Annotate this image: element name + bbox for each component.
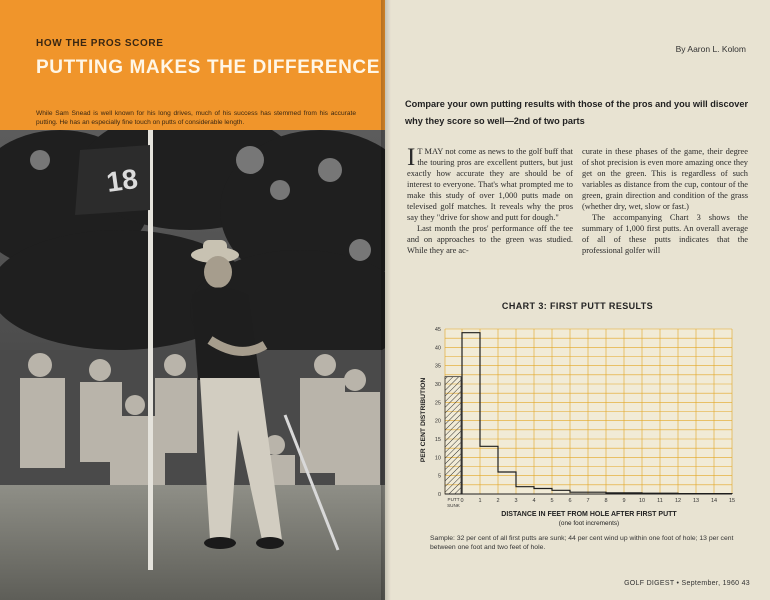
page-gutter — [381, 0, 391, 600]
photo-caption: While Sam Snead is well known for his long drives, much of his success has stemmed from his accurate putting. He has an especially fine touch on putts of considerable length. — [36, 110, 356, 126]
x-tick-label: 6 — [568, 498, 572, 504]
article-subhead: Compare your own putting results with those of the pros and you will discover why they score so well—2nd of two parts — [405, 99, 749, 126]
x-tick-label: 7 — [586, 498, 590, 504]
chart-sample-note: Sample: 32 per cent of all first putts are sunk; 44 per cent wind up within one foot of hole; 13 per cent between one foot and two feet of hole. — [430, 535, 734, 551]
x-tick-label: 12 — [674, 498, 682, 504]
x-tick-label: 4 — [532, 498, 536, 504]
paragraph: Last month the pros' performance off the tee and on approaches to the green was studied. While they are ac- — [407, 223, 573, 255]
y-axis-label: PER CENT DISTRIBUTION — [420, 377, 427, 463]
chart-title: CHART 3: FIRST PUTT RESULTS — [501, 301, 654, 311]
article-headline: PUTTING MAKES THE DIFFERENCE — [36, 57, 381, 78]
section-kicker: HOW THE PROS SCORE — [36, 38, 164, 49]
y-tick-label: 10 — [434, 455, 441, 462]
y-tick-labels — [435, 327, 441, 498]
y-tick-label: 15 — [434, 437, 441, 443]
x-tick-label: 3 — [514, 498, 518, 504]
sunk-label: PUTT — [447, 497, 460, 502]
sunk-label: SUNK — [447, 503, 460, 508]
byline: By Aaron L. Kolom — [675, 44, 746, 54]
flag-number: 18 — [104, 162, 140, 198]
x-axis-label: DISTANCE IN FEET FROM HOLE AFTER FIRST PUTT — [501, 511, 677, 518]
y-tick-label: 40 — [434, 345, 441, 352]
bar-putt-sunk — [445, 377, 461, 494]
y-tick-label: 35 — [434, 363, 441, 370]
paragraph: curate in these phases of the game, their degree of shot precision is even more amazing once they get on the green. This is regardless of such variables as distance from the cup, contour of the green, grain direction and condition of the grass (whether dry, wet, slow or fast.) — [582, 147, 748, 211]
right-page — [385, 0, 770, 600]
paragraph: The accompanying Chart 3 shows the summary of 1,000 first putts. An overall average of all of these putts indicates that the professional golfer will — [582, 212, 748, 255]
x-tick-label: 5 — [550, 498, 554, 504]
paragraph: I T MAY not come as news to the golf buff that the touring pros are excellent putters, but just exactly how accurate they are should be of interest to everyone. That's what prompted me to make this study of over 1,000 putts made on televised golf matches. It reveals why the pros say they "drive for show and putt for dough." — [407, 144, 573, 222]
page-footer: GOLF DIGEST • September, 1960 43 — [624, 580, 750, 587]
y-tick-label: 20 — [434, 418, 441, 425]
y-tick-label: 45 — [434, 327, 441, 333]
x-tick-label: 9 — [622, 498, 626, 504]
first-putt-chart — [385, 320, 770, 530]
x-tick-label: 10 — [638, 498, 646, 504]
drop-cap: I — [407, 144, 416, 171]
chart-grid — [445, 329, 732, 494]
x-tick-labels — [447, 497, 735, 508]
x-tick-label: 1 — [478, 498, 482, 504]
golfer-photo — [0, 130, 385, 600]
y-tick-label: 30 — [434, 382, 441, 388]
x-tick-label: 15 — [728, 498, 736, 504]
y-tick-label: 5 — [437, 473, 441, 480]
x-tick-label: 13 — [692, 498, 700, 504]
y-tick-label: 0 — [437, 492, 441, 498]
x-tick-label: 8 — [604, 498, 608, 504]
x-axis-sublabel: (one foot increments) — [558, 520, 620, 527]
y-tick-label: 25 — [434, 400, 441, 407]
body-column-left — [407, 144, 573, 257]
x-tick-label: 2 — [496, 498, 500, 504]
x-tick-label: 11 — [657, 498, 663, 504]
x-tick-label: 14 — [710, 498, 718, 504]
body-column-right — [582, 147, 748, 257]
x-tick-label: 0 — [460, 498, 464, 504]
